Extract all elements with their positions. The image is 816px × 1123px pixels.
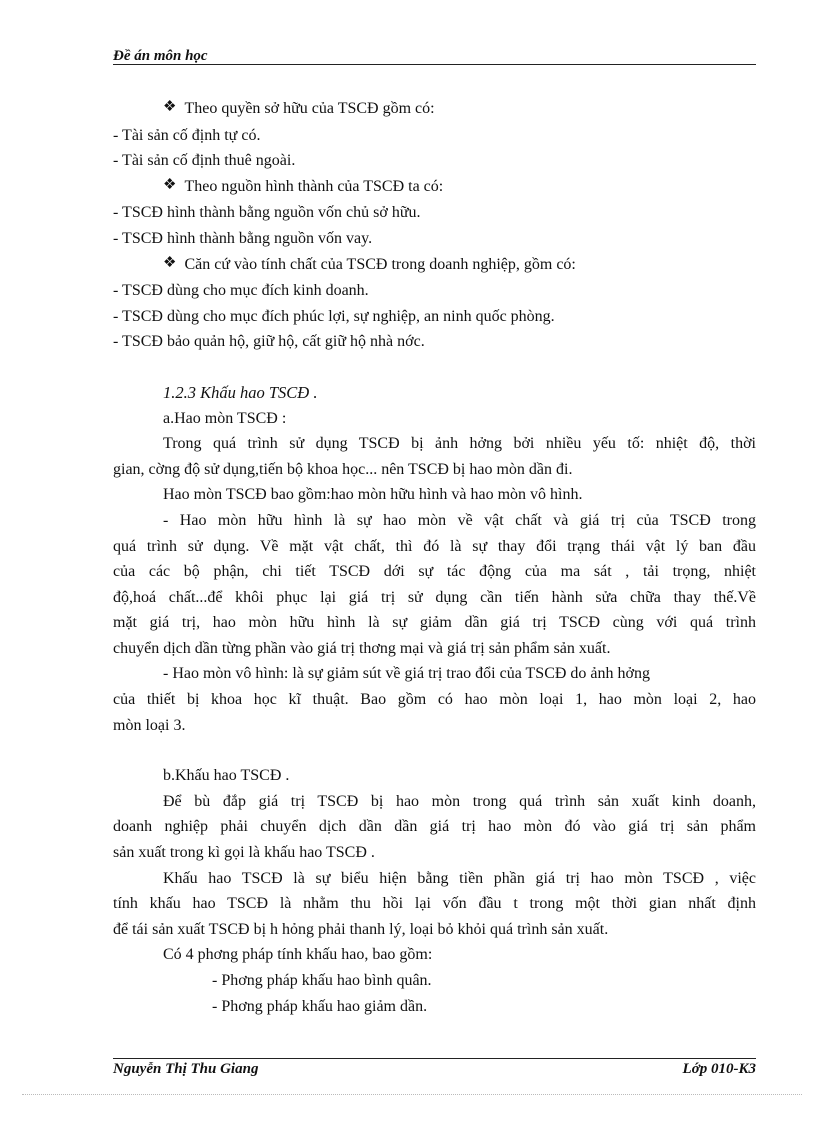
paragraph-line: độ,hoá chất...để khôi phục lại giá trị sử dụng cần tiến hành sửa chữa thay thế.Về [113, 588, 756, 606]
paragraph-line: Có 4 phơng pháp tính khấu hao, bao gồm: [163, 946, 433, 964]
nature-item: - TSCĐ bảo quản hộ, giữ hộ, cất giữ hộ nhà nớc. [113, 333, 425, 351]
ownership-item: - Tài sản cố định thuê ngoài. [113, 152, 296, 170]
paragraph-line: Khấu hao TSCĐ là sự biểu hiện bằng tiền phần giá trị hao mòn TSCĐ , việc [163, 869, 756, 887]
source-item: - TSCĐ hình thành bằng nguồn vốn chủ sở hữu. [113, 204, 421, 222]
subsection-heading-b: b.Khấu hao TSCĐ . [163, 767, 290, 785]
method-item: - Phơng pháp khấu hao giảm dần. [212, 997, 428, 1015]
header-title: Đề án môn học [113, 48, 208, 64]
source-item: - TSCĐ hình thành bằng nguồn vốn vay. [113, 229, 373, 247]
paragraph-line: doanh nghiệp phải chuyển dịch dần dần giá trị hao mòn đó vào giá trị sản phẩm [113, 818, 756, 836]
diamond-bullet-icon: ❖ [163, 176, 177, 193]
paragraph-line: mòn loại 3. [113, 716, 186, 734]
diamond-bullet-icon: ❖ [163, 254, 177, 271]
header-divider [113, 64, 756, 65]
footer-class: Lớp 010-K3 [682, 1061, 756, 1077]
paragraph-line: tính khấu hao TSCĐ là nhằm thu hồi lại vốn đầu t trong một thời gian nhất định [113, 895, 756, 913]
paragraph-line: sản xuất trong kì gọi là khấu hao TSCĐ . [113, 844, 375, 862]
paragraph-line: chuyển dịch dần từng phần vào giá trị thơng mại và giá trị sản phẩm sản xuất. [113, 639, 611, 657]
paragraph-line: quá trình sử dụng. Về mặt vật chất, thì đó là sự thay đổi trạng thái vật lý ban đầu [113, 537, 756, 555]
nature-heading: ❖ Căn cứ vào tính chất của TSCĐ trong doanh nghiệp, gồm có: [163, 254, 576, 273]
paragraph-line: của thiết bị khoa học kĩ thuật. Bao gồm có hao mòn loại 1, hao mòn loại 2, hao [113, 691, 756, 709]
subsection-heading-a: a.Hao mòn TSCĐ : [163, 409, 287, 427]
paragraph-line: Để bù đắp giá trị TSCĐ bị hao mòn trong quá trình sản xuất kinh doanh, [163, 792, 756, 810]
nature-item: - TSCĐ dùng cho mục đích phúc lợi, sự nghiệp, an ninh quốc phòng. [113, 307, 555, 325]
page-boundary [22, 1094, 802, 1095]
paragraph-line: mặt giá trị, hao mòn hữu hình là sự giảm dần giá trị TSCĐ cùng với quá trình [113, 614, 756, 632]
footer-author: Nguyễn Thị Thu Giang [113, 1061, 259, 1077]
method-item: - Phơng pháp khấu hao bình quân. [212, 972, 432, 989]
paragraph-line: Trong quá trình sử dụng TSCĐ bị ảnh hởng bởi nhiều yếu tố: nhiệt độ, thời [163, 435, 756, 453]
paragraph-line: để tái sản xuất TSCĐ bị h hỏng phải thanh lý, loại bỏ khỏi quá trình sản xuất. [113, 920, 609, 938]
paragraph-line: - Hao mòn hữu hình là sự hao mòn về vật chất và giá trị của TSCĐ trong [163, 511, 756, 529]
footer-divider [113, 1058, 756, 1059]
ownership-item: - Tài sản cố định tự có. [113, 126, 261, 144]
diamond-bullet-icon: ❖ [163, 99, 177, 115]
paragraph-line: của các bộ phận, chi tiết TSCĐ dới sự tác động của ma sát , tải trọng, nhiệt [113, 563, 756, 581]
paragraph-line: gian, cờng độ sử dụng,tiến bộ khoa học... nên TSCĐ bị hao mòn dần đi. [113, 460, 573, 478]
section-title: 1.2.3 Khấu hao TSCĐ . [163, 382, 318, 402]
ownership-heading: ❖ Theo quyền sở hữu của TSCĐ gồm có: [163, 99, 435, 117]
nature-item: - TSCĐ dùng cho mục đích kinh doanh. [113, 282, 369, 300]
source-heading: ❖ Theo nguồn hình thành của TSCĐ ta có: [163, 176, 444, 195]
paragraph-line: - Hao mòn vô hình: là sự giảm sút về giá trị trao đổi của TSCĐ do ảnh hởng [163, 665, 650, 683]
paragraph-line: Hao mòn TSCĐ bao gồm:hao mòn hữu hình và hao mòn vô hình. [163, 486, 583, 504]
document-body [113, 96, 756, 1019]
